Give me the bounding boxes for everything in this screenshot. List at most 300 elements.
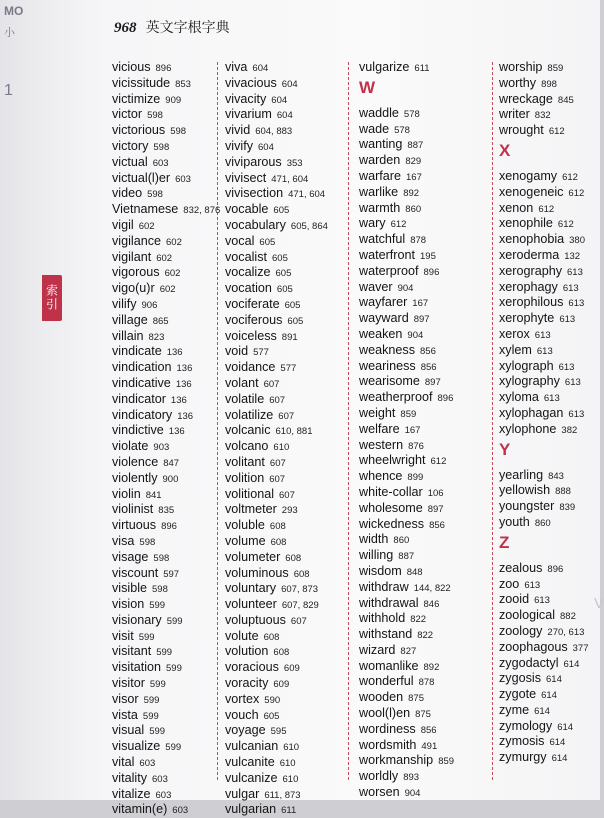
entry-word: youth (499, 514, 530, 529)
entry-page-ref: 605 (284, 299, 301, 311)
entry-page-ref: 613 (534, 595, 550, 607)
entry-page-ref: 614 (551, 753, 568, 765)
index-entry (112, 674, 220, 690)
index-entry (225, 548, 328, 564)
entry-word: visionary (112, 612, 162, 627)
index-entry (225, 184, 328, 200)
entry-word: violinist (112, 502, 154, 517)
index-entry (359, 546, 454, 562)
entry-page-ref: 607 (269, 473, 286, 485)
entry-page-ref: 604 (271, 94, 288, 106)
entry-page-ref: 599 (143, 694, 160, 706)
index-entry (359, 120, 454, 136)
index-entry (225, 232, 328, 248)
entry-page-ref: 612 (548, 126, 565, 138)
entry-word: zoo (499, 576, 520, 591)
entry-page-ref: 471, 604 (288, 189, 326, 201)
background-page-text: 小 (4, 27, 15, 39)
entry-word: villain (112, 328, 144, 343)
entry-page-ref: 898 (541, 78, 557, 90)
index-entry (499, 372, 589, 388)
entry-word: violently (112, 470, 158, 485)
entry-page-ref: 599 (149, 726, 166, 738)
entry-page-ref: 612 (538, 203, 555, 215)
entry-word: vociferous (225, 312, 283, 327)
entry-word: vociferate (225, 296, 280, 311)
index-entry (225, 105, 328, 121)
entry-page-ref: 605 (259, 236, 276, 248)
entry-word: worthy (499, 75, 537, 90)
entry-word: wayward (359, 311, 409, 326)
entry-word: xylophagan (499, 405, 564, 420)
entry-word: visitor (112, 676, 145, 691)
entry-page-ref: 132 (564, 250, 581, 262)
entry-page-ref: 608 (285, 552, 302, 564)
entry-word: vulgar (225, 786, 260, 801)
entry-page-ref: 578 (394, 124, 410, 136)
entry-word: zymurgy (499, 750, 547, 765)
entry-word: viviparous (225, 154, 282, 169)
index-entry (225, 769, 328, 785)
entry-word: wanting (359, 137, 403, 152)
entry-page-ref: 609 (283, 663, 300, 675)
entry-word: volume (225, 533, 266, 548)
index-entry (499, 357, 589, 373)
entry-word: vivisect (225, 170, 267, 185)
index-entry (359, 230, 454, 246)
entry-word: vulcanize (225, 770, 278, 785)
index-entry (499, 341, 589, 357)
entry-page-ref: 604 (258, 141, 274, 153)
index-entry (225, 421, 328, 437)
entry-page-ref: 893 (403, 772, 420, 784)
entry-word: vortex (225, 691, 260, 706)
entry-page-ref: 598 (139, 536, 156, 548)
index-entry (359, 135, 454, 151)
index-entry (359, 641, 454, 657)
entry-word: xenogeneic (499, 184, 564, 199)
entry-page-ref: 598 (147, 189, 163, 201)
entry-word: zyme (499, 702, 530, 717)
entry-word: voluminous (225, 565, 289, 580)
index-entry (225, 706, 328, 722)
entry-page-ref: 839 (559, 502, 576, 514)
entry-page-ref: 896 (423, 266, 440, 278)
entry-page-ref: 607, 829 (281, 600, 319, 612)
entry-page-ref: 602 (166, 236, 182, 248)
entry-page-ref: 136 (168, 426, 185, 438)
index-entry (499, 325, 589, 341)
index-entry (499, 701, 589, 717)
entry-word: xerox (499, 326, 530, 341)
index-entry (499, 246, 589, 262)
index-entry (112, 595, 220, 611)
entry-page-ref: 167 (412, 298, 429, 310)
index-entry (359, 278, 454, 294)
entry-word: vigo(u)r (112, 281, 155, 296)
entry-word: voluntary (225, 581, 277, 596)
entry-word: violate (112, 439, 149, 454)
index-column-3 (359, 58, 454, 799)
entry-word: vivisection (225, 186, 284, 201)
index-entry (359, 530, 454, 546)
entry-word: warmth (359, 200, 401, 215)
index-entry (359, 404, 454, 420)
index-entry (112, 564, 220, 580)
entry-page-ref: 605 (275, 268, 292, 280)
entry-page-ref: 899 (407, 472, 424, 484)
entry-page-ref: 610, 881 (275, 426, 313, 438)
index-entry (112, 548, 220, 564)
entry-page-ref: 144, 822 (413, 582, 451, 594)
entry-page-ref: 904 (407, 329, 424, 341)
entry-page-ref: 614 (557, 721, 574, 733)
index-entry (112, 579, 220, 595)
index-entry (112, 74, 220, 90)
index-entry (112, 342, 220, 358)
entry-page-ref: 136 (177, 410, 194, 422)
entry-word: volution (225, 644, 269, 659)
entry-word: visa (112, 533, 135, 548)
entry-word: vouch (225, 707, 259, 722)
entry-page-ref: 599 (138, 631, 155, 643)
entry-page-ref: 614 (563, 658, 580, 670)
entry-word: workmanship (359, 753, 434, 768)
entry-word: voluptuous (225, 612, 286, 627)
index-entry (225, 216, 328, 232)
entry-page-ref: 136 (170, 394, 187, 406)
index-entry (225, 500, 328, 516)
entry-word: voracious (225, 660, 279, 675)
entry-page-ref: 603 (152, 157, 169, 169)
index-entry (359, 625, 454, 641)
entry-page-ref: 897 (427, 503, 444, 515)
entry-word: withhold (359, 611, 406, 626)
entry-word: vindictive (112, 423, 164, 438)
entry-word: vigilant (112, 249, 152, 264)
entry-word: worsen (359, 785, 400, 800)
column-divider (492, 62, 493, 780)
index-entry (225, 595, 328, 611)
entry-word: visor (112, 691, 139, 706)
index-entry (499, 388, 589, 404)
entry-page-ref: 887 (407, 140, 424, 152)
index-entry (359, 467, 454, 483)
index-entry (499, 214, 589, 230)
entry-word: wisdom (359, 563, 402, 578)
entry-page-ref: 597 (163, 568, 180, 580)
index-entry (499, 717, 589, 733)
entry-word: victorious (112, 123, 166, 138)
entry-word: vindicatory (112, 407, 173, 422)
background-page-text: MO (4, 4, 24, 18)
entry-page-ref: 822 (410, 614, 427, 626)
entry-page-ref: 832 (534, 110, 551, 122)
entry-page-ref: 603 (172, 805, 189, 817)
entry-page-ref: 896 (161, 521, 177, 533)
entry-word: withstand (359, 627, 413, 642)
index-entry (225, 279, 328, 295)
index-entry (359, 199, 454, 215)
entry-word: victor (112, 107, 143, 122)
entry-word: vindicative (112, 375, 171, 390)
entry-word: volitional (225, 486, 275, 501)
index-entry (225, 374, 328, 390)
entry-word: zygodactyl (499, 655, 559, 670)
entry-word: xerophilous (499, 295, 564, 310)
entry-page-ref: 823 (148, 331, 165, 343)
entry-word: zygote (499, 687, 537, 702)
entry-word: zygosis (499, 671, 541, 686)
index-entry (359, 451, 454, 467)
entry-word: volute (225, 628, 259, 643)
entry-word: western (359, 437, 404, 452)
index-entry (359, 372, 454, 388)
entry-word: waver (359, 279, 393, 294)
entry-word: voluble (225, 518, 265, 533)
entry-word: volcano (225, 439, 269, 454)
index-entry (499, 575, 589, 591)
entry-word: victual (112, 154, 148, 169)
index-entry (499, 590, 589, 606)
entry-word: volitant (225, 454, 265, 469)
index-entry (112, 311, 220, 327)
index-entry (112, 485, 220, 501)
entry-word: width (359, 532, 389, 547)
entry-word: withdrawal (359, 595, 419, 610)
index-column-1 (112, 58, 220, 816)
entry-word: wizard (359, 642, 396, 657)
index-entry (225, 611, 328, 627)
entry-page-ref: 599 (149, 600, 166, 612)
entry-word: voidance (225, 360, 276, 375)
entry-page-ref: 882 (560, 611, 576, 623)
index-entry (499, 606, 589, 622)
entry-word: wordiness (359, 721, 416, 736)
index-entry (499, 685, 589, 701)
index-entry (359, 58, 454, 74)
index-entry (112, 121, 220, 137)
entry-word: worldly (359, 769, 399, 784)
index-entry (359, 688, 454, 704)
entry-word: video (112, 186, 143, 201)
entry-page-ref: 896 (547, 563, 564, 575)
index-entry (359, 167, 454, 183)
entry-page-ref: 603 (139, 758, 156, 770)
entry-page-ref: 827 (400, 645, 417, 657)
entry-page-ref: 847 (163, 457, 180, 469)
entry-word: xylograph (499, 358, 554, 373)
index-entry (499, 167, 589, 183)
entry-word: village (112, 312, 148, 327)
index-entry (359, 151, 454, 167)
section-letter: W (359, 77, 376, 97)
entry-page-ref: 613 (562, 282, 579, 294)
entry-page-ref: 491 (421, 740, 438, 752)
index-entry (499, 58, 589, 74)
entry-page-ref: 612 (390, 219, 407, 231)
entry-page-ref: 608 (293, 568, 310, 580)
entry-page-ref: 605, 864 (290, 220, 328, 232)
index-entry (112, 469, 220, 485)
entry-page-ref: 878 (410, 235, 427, 247)
index-entry (225, 90, 328, 106)
entry-page-ref: 829 (405, 156, 422, 168)
index-entry (499, 293, 589, 309)
entry-word: zoology (499, 623, 543, 638)
entry-page-ref: 614 (549, 737, 566, 749)
section-letter: X (499, 140, 511, 160)
entry-page-ref: 613 (568, 298, 585, 310)
entry-page-ref: 577 (280, 363, 297, 375)
entry-page-ref: 611 (414, 63, 430, 74)
entry-page-ref: 270, 613 (547, 626, 585, 638)
index-entry (112, 769, 220, 785)
entry-word: volatilize (225, 407, 274, 422)
entry-word: vital (112, 755, 135, 770)
entry-word: zoophagous (499, 639, 568, 654)
entry-page-ref: 888 (555, 486, 571, 498)
entry-page-ref: 859 (400, 408, 417, 420)
entry-page-ref: 614 (534, 705, 550, 717)
entry-page-ref: 904 (397, 282, 414, 294)
entry-page-ref: 599 (166, 663, 182, 675)
entry-word: zymology (499, 718, 553, 733)
entry-page-ref: 590 (264, 694, 281, 706)
entry-page-ref: 856 (420, 724, 437, 736)
index-entry (359, 499, 454, 515)
index-entry (499, 404, 589, 420)
index-entry (225, 642, 328, 658)
entry-word: void (225, 344, 249, 359)
entry-page-ref: 612 (557, 219, 574, 231)
background-page-text: 1 (4, 82, 13, 99)
index-entry (225, 785, 328, 801)
entry-word: vivid (225, 123, 251, 138)
index-entry (359, 420, 454, 436)
entry-page-ref: 613 (558, 361, 575, 373)
entry-page-ref: 612 (568, 187, 585, 199)
entry-word: weariness (359, 358, 416, 373)
entry-page-ref: 611, 873 (264, 789, 301, 801)
entry-word: wary (359, 216, 386, 231)
entry-page-ref: 136 (176, 363, 193, 375)
entry-page-ref: 860 (534, 517, 551, 529)
entry-page-ref: 875 (408, 693, 424, 705)
entry-word: volcanic (225, 423, 271, 438)
entry-word: wordsmith (359, 737, 417, 752)
entry-word: wonderful (359, 674, 414, 689)
index-entry (499, 183, 589, 199)
entry-page-ref: 607 (290, 615, 307, 627)
entry-page-ref: 598 (153, 141, 170, 153)
entry-word: visage (112, 549, 149, 564)
entry-word: worship (499, 60, 543, 74)
entry-word: violin (112, 486, 141, 501)
entry-page-ref: 602 (138, 220, 155, 232)
index-entry (112, 753, 220, 769)
entry-word: zooid (499, 592, 530, 607)
entry-word: vigilance (112, 233, 162, 248)
entry-page-ref: 605 (273, 205, 290, 217)
index-entry (499, 622, 589, 638)
entry-word: youngster (499, 499, 555, 514)
entry-page-ref: 610 (273, 442, 290, 454)
index-entry (225, 58, 328, 74)
index-entry (112, 627, 220, 643)
index-entry (499, 513, 589, 529)
entry-word: vulgarize (359, 60, 410, 74)
index-entry (112, 374, 220, 390)
entry-page-ref: 887 (398, 551, 415, 563)
index-entry (359, 672, 454, 688)
entry-page-ref: 598 (153, 552, 170, 564)
entry-word: vocal (225, 233, 255, 248)
entry-word: vicious (112, 60, 151, 74)
entry-page-ref: 603 (152, 773, 168, 785)
entry-page-ref: 598 (147, 110, 163, 122)
index-entry (499, 466, 589, 482)
entry-page-ref: 906 (141, 299, 158, 311)
entry-word: vulcanian (225, 739, 279, 754)
entry-page-ref: 612 (430, 456, 447, 468)
index-entry (359, 262, 454, 278)
index-tab: 索引 (42, 275, 62, 321)
entry-page-ref: 613 (559, 314, 576, 326)
index-entry (112, 295, 220, 311)
entry-word: wreckage (499, 91, 553, 106)
entry-word: victimize (112, 91, 161, 106)
entry-page-ref: 892 (403, 187, 420, 199)
index-entry (499, 199, 589, 215)
section-letter: Z (499, 532, 510, 552)
index-entry (225, 390, 328, 406)
entry-page-ref: 897 (413, 314, 430, 326)
entry-word: waterproof (359, 263, 419, 278)
entry-word: withdraw (359, 579, 409, 594)
entry-word: zoological (499, 608, 556, 623)
page-title: 英文字根字典 (145, 20, 230, 36)
entry-word: visualize (112, 739, 161, 754)
entry-word: vitality (112, 770, 147, 785)
index-column-4 (499, 58, 589, 764)
entry-word: xenophobia (499, 232, 565, 247)
entry-page-ref: 608 (269, 521, 286, 533)
index-entry (112, 153, 220, 169)
index-entry (225, 327, 328, 343)
entry-word: weight (359, 405, 396, 420)
index-entry (112, 737, 220, 753)
entry-word: vulgarian (225, 802, 277, 817)
entry-word: warfare (359, 168, 401, 183)
entry-word: vulcanite (225, 755, 275, 770)
entry-word: wickedness (359, 516, 425, 531)
entry-page-ref: 876 (408, 440, 424, 452)
index-entry (112, 421, 220, 437)
entry-word: violence (112, 454, 159, 469)
index-entry (225, 358, 328, 374)
index-entry (112, 90, 220, 106)
index-entry (225, 579, 328, 595)
entry-page-ref: 353 (286, 157, 303, 169)
entry-word: volition (225, 470, 265, 485)
entry-page-ref: 843 (548, 470, 564, 482)
index-entry (499, 669, 589, 685)
entry-page-ref: 845 (557, 94, 574, 106)
entry-word: voyage (225, 723, 266, 738)
entry-word: watchful (359, 232, 406, 247)
index-entry (225, 295, 328, 311)
